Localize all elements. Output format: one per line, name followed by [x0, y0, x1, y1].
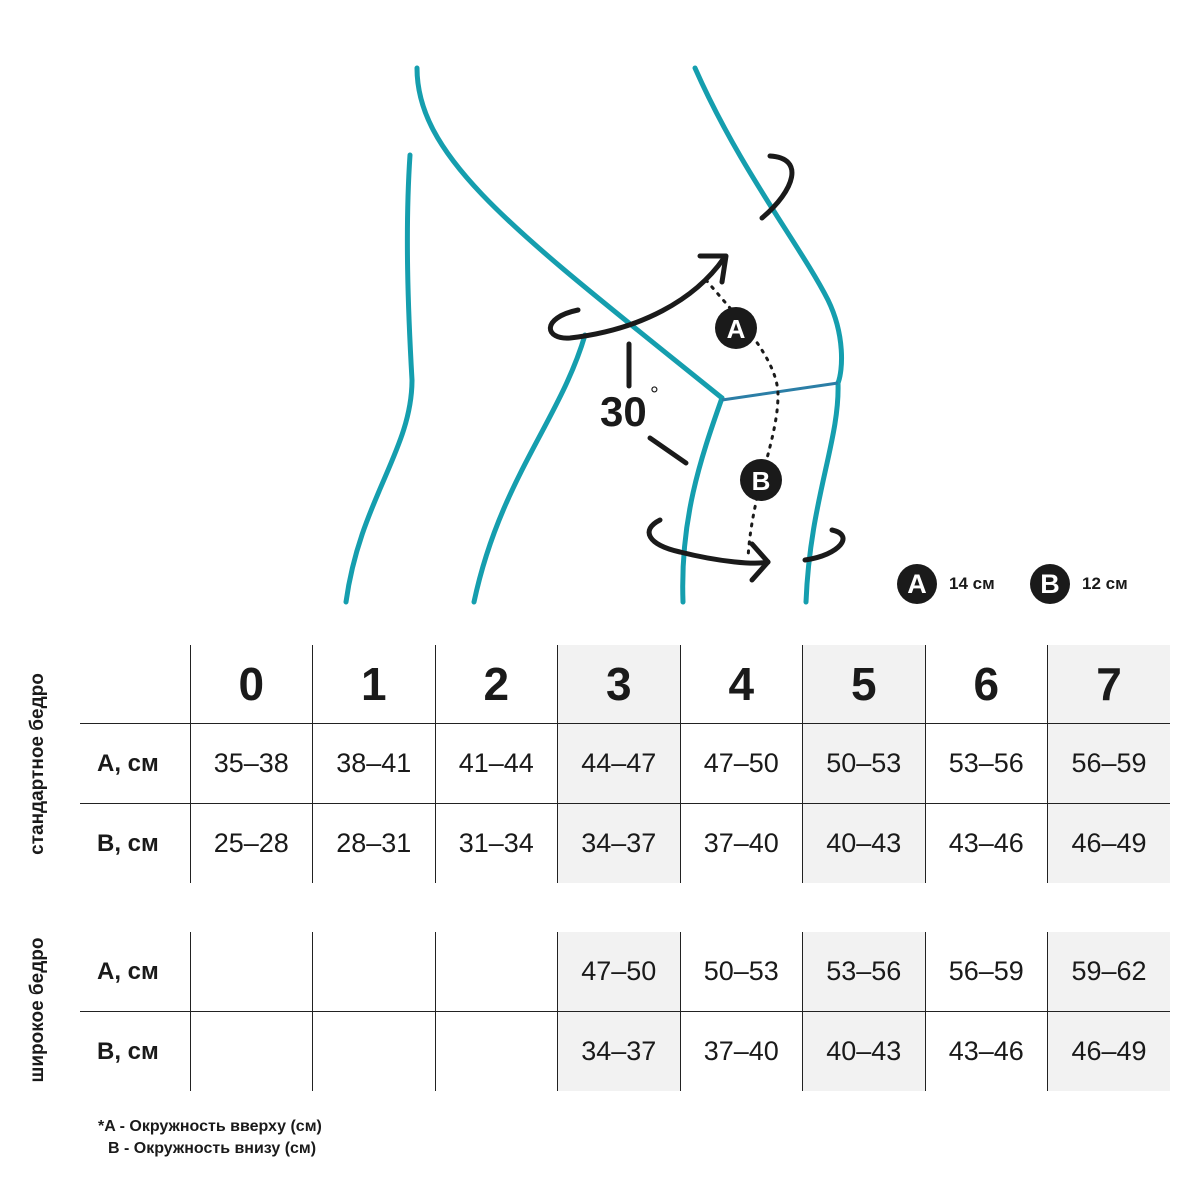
angle-label: 30 — [600, 388, 647, 435]
size-header: 2 — [435, 645, 558, 724]
table-cell: 46–49 — [1048, 804, 1171, 884]
size-header: 6 — [925, 645, 1048, 724]
footnote-a: *A - Окружность вверху (см) — [98, 1118, 322, 1135]
table-cell: 28–31 — [313, 804, 436, 884]
knee-joint-line — [722, 383, 838, 400]
legend-a — [897, 562, 995, 606]
table-cell: 46–49 — [1048, 1012, 1171, 1092]
table-cell: 43–46 — [925, 804, 1048, 884]
legend-a-badge: A — [897, 564, 937, 604]
shin-back-outline — [683, 398, 722, 602]
table-cell — [313, 1012, 436, 1092]
table-row — [80, 932, 1170, 1012]
table-cell — [313, 932, 436, 1012]
table-cell: 59–62 — [1048, 932, 1171, 1012]
table-cell: 47–50 — [680, 724, 803, 804]
marker-a-letter: A — [726, 314, 746, 344]
table-cell: 34–37 — [558, 804, 681, 884]
back-leg-outline-right — [474, 335, 585, 602]
upper-thigh-measure-arc — [762, 156, 792, 218]
table-cell: 34–37 — [558, 1012, 681, 1092]
size-header: 5 — [803, 645, 926, 724]
size-header: 4 — [680, 645, 803, 724]
table-cell: 35–38 — [190, 724, 313, 804]
table-cell: 44–47 — [558, 724, 681, 804]
table-cell: 37–40 — [680, 804, 803, 884]
legend-b-badge: B — [1030, 564, 1070, 604]
table-cell: 40–43 — [803, 804, 926, 884]
wide-thigh-label: широкое бедро — [27, 937, 48, 1083]
standard-size-table — [80, 645, 1170, 883]
table-cell: 37–40 — [680, 1012, 803, 1092]
table-cell — [435, 1012, 558, 1092]
table-cell: 56–59 — [925, 932, 1048, 1012]
legend-b — [1030, 562, 1128, 606]
size-header: 3 — [558, 645, 681, 724]
table-cell — [190, 1012, 313, 1092]
row-label-a: A, см — [80, 724, 190, 804]
marker-b-letter: B — [751, 466, 771, 496]
table-cell: 50–53 — [803, 724, 926, 804]
size-header: 0 — [190, 645, 313, 724]
footnote-b: B - Окружность внизу (см) — [108, 1140, 317, 1157]
table-cell — [435, 932, 558, 1012]
table-cell: 53–56 — [925, 724, 1048, 804]
table-cell: 53–56 — [803, 932, 926, 1012]
row-label-b: B, см — [97, 1037, 159, 1065]
table-cell: 41–44 — [435, 724, 558, 804]
size-header: 7 — [1048, 645, 1171, 724]
row-label-b: B, см — [97, 829, 159, 857]
size-header: 1 — [313, 645, 436, 724]
table-row — [80, 724, 1170, 804]
table-cell: 50–53 — [680, 932, 803, 1012]
legend-b-value: 12 см — [1082, 574, 1128, 593]
header-corner — [80, 645, 190, 724]
thigh-back-outline — [417, 68, 722, 398]
table-cell: 47–50 — [558, 932, 681, 1012]
row-label-a: A, см — [80, 932, 190, 1012]
wide-size-table — [80, 932, 1170, 1091]
table-cell: 25–28 — [190, 804, 313, 884]
table-cell: 40–43 — [803, 1012, 926, 1092]
table-row — [80, 804, 1170, 884]
angle-tick-lower — [650, 438, 686, 463]
degree-symbol: ° — [650, 382, 659, 407]
table-cell: 31–34 — [435, 804, 558, 884]
table-cell: 38–41 — [313, 724, 436, 804]
standard-thigh-label: стандартное бедро — [27, 673, 48, 855]
measure-a-arc-arrow — [550, 258, 724, 338]
shin-front-outline — [806, 383, 838, 602]
size-header-row — [80, 645, 1170, 724]
table-row — [80, 1012, 1170, 1092]
back-leg-outline-left — [346, 155, 412, 602]
legend-a-value: 14 см — [949, 574, 995, 593]
table-cell — [190, 932, 313, 1012]
table-cell: 43–46 — [925, 1012, 1048, 1092]
table-cell: 56–59 — [1048, 724, 1171, 804]
